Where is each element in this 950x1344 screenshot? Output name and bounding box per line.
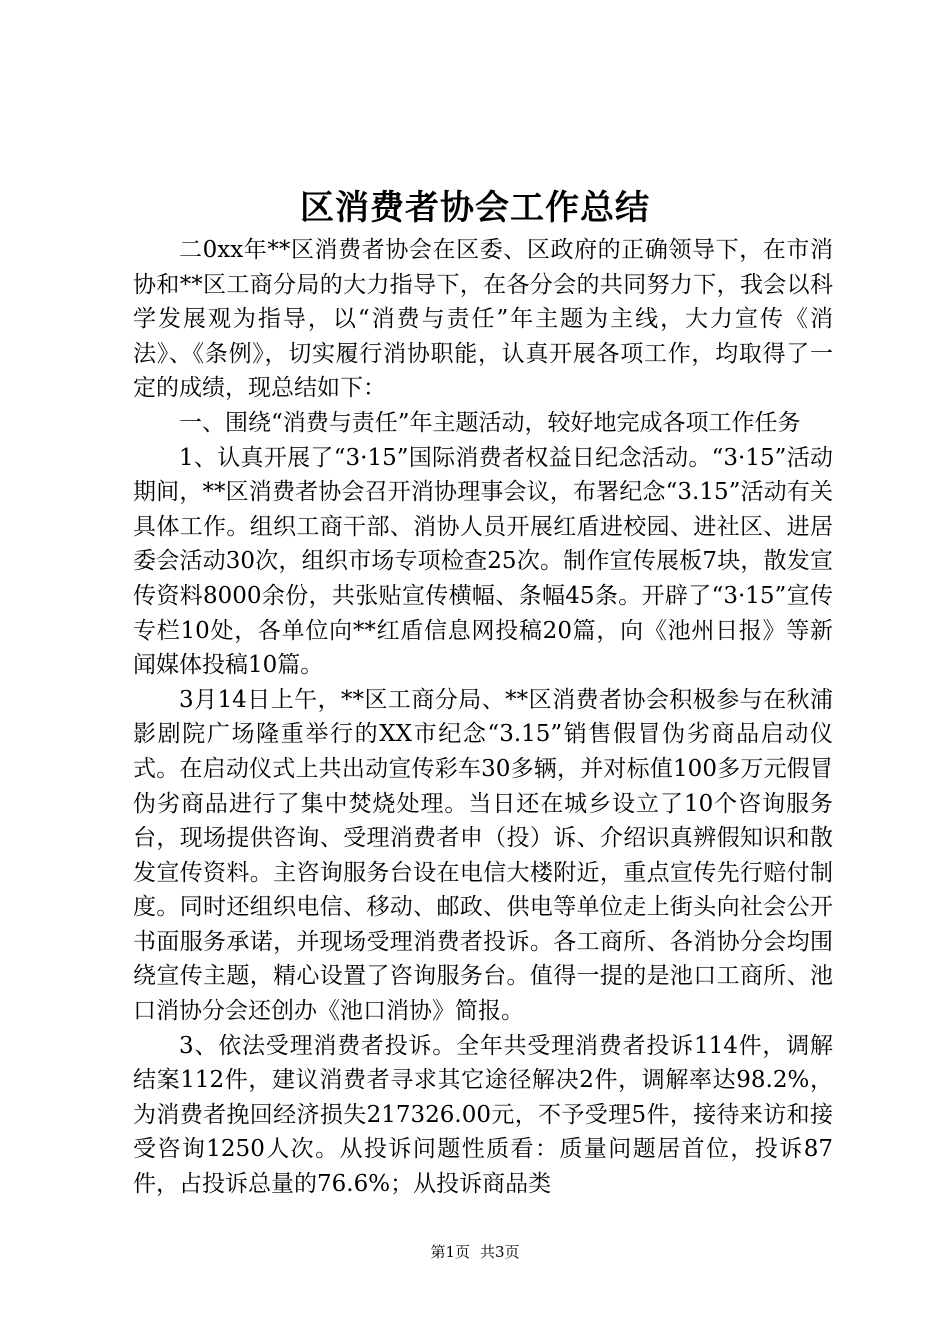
item-paragraph-complaints: 3、依法受理消费者投诉。全年共受理消费者投诉114件，调解结案112件，建议消费者寻求其它途径解决2件，调解率达98.2%，为消费者挽回经济损失217326.00元，不予受理5件，接待来访和接受咨询1250人次。从投诉问题性质看：质量问题居首位，投诉87件，占投诉总量的76.6%；从投诉商品类 <box>133 1032 833 1198</box>
document-title: 区消费者协会工作总结 <box>300 188 650 228</box>
item-paragraph-march-14: 3月14日上午，**区工商分局、**区消费者协会积极参与在秋浦影剧院广场隆重举行的XX市纪念“3.15”销售假冒伪劣商品启动仪式。在启动仪式上共出动宣传彩车30多辆，并对标值100多万元假冒伪劣商品进行了集中焚烧处理。当日还在城乡设立了10个咨询服务台，现场提供咨询、受理消费者申（投）诉、介绍识真辨假知识和散发宣传资料。主咨询服务台设在电信大楼附近，重点宣传先行赔付制度。同时还组织电信、移动、邮政、供电等单位走上街头向社会公开书面服务承诺，并现场受理消费者投诉。各工商所、各消协分会均围绕宣传主题，精心设置了咨询服务台。值得一提的是池口工商所、池口消协分会还创办《池口消协》简报。 <box>133 686 833 1025</box>
page-total: 共3页 <box>480 1243 520 1261</box>
document-body <box>133 233 833 1202</box>
page-number: 第1页 <box>430 1243 470 1261</box>
item-paragraph-315-activities: 1、认真开展了“3·15”国际消费者权益日纪念活动。“3·15”活动期间，**区消费者协会召开消协理事会议，布署纪念“3.15”活动有关具体工作。组织工商干部、消协人员开展红盾进校园、进社区、进居委会活动30次，组织市场专项检查25次。制作宣传展板7块，散发宣传资料8000余份，共张贴宣传横幅、条幅45条。开辟了“3·15”宣传专栏10处，各单位向**红盾信息网投稿20篇，向《池州日报》等新闻媒体投稿10篇。 <box>133 444 833 679</box>
intro-paragraph: 二0xx年**区消费者协会在区委、区政府的正确领导下，在市消协和**区工商分局的大力指导下，在各分会的共同努力下，我会以科学发展观为指导，以“消费与责任”年主题为主线，大力宣传《消法》、《条例》，切实履行消协职能，认真开展各项工作，均取得了一定的成绩，现总结如下： <box>133 237 833 402</box>
page-footer <box>0 1242 950 1262</box>
section-heading-1: 一、围绕“消费与责任”年主题活动，较好地完成各项工作任务 <box>179 409 801 436</box>
